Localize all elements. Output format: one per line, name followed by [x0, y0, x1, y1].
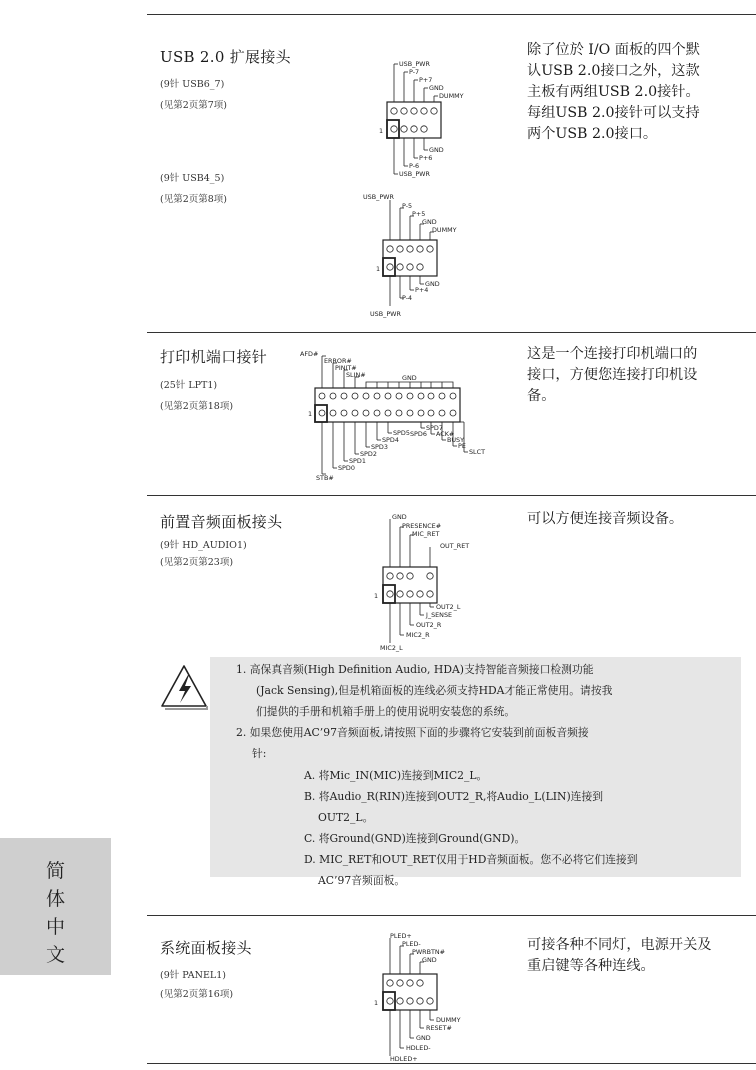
pin-label: OUT_RET: [440, 542, 470, 550]
pin-label: MIC_RET: [412, 530, 440, 538]
pin-label: GND: [425, 280, 440, 288]
pin1-marker: 1: [308, 410, 313, 418]
note-line: B. 将Audio_R(RIN)连接到OUT2_R,将Audio_L(LIN)连接到: [304, 790, 604, 803]
audio-page-ref: (见第2页第23项): [160, 557, 234, 568]
pin-label: AFD#: [300, 350, 319, 358]
audio-note-box: [210, 657, 741, 887]
pin-label: PLED-: [402, 940, 421, 948]
pin-label: OUT2_L: [436, 603, 461, 611]
pin-label: P+5: [412, 210, 426, 218]
section-divider: [147, 915, 756, 916]
pin-label: SPD0: [338, 464, 355, 472]
desc-line: 每组USB 2.0接针可以支持: [527, 105, 700, 121]
audio-header-title: 前置音频面板接头: [160, 513, 283, 531]
pin-label: GND: [416, 1034, 431, 1042]
desc-line: 主板有两组USB 2.0接针。: [527, 84, 700, 100]
pin-label: HDLED-: [406, 1044, 431, 1052]
audio-header-diagram: [366, 511, 516, 653]
desc-line: 两个USB 2.0接口。: [527, 126, 658, 142]
pin1-marker: 1: [379, 127, 384, 135]
desc-line: 这是一个连接打印机端口的: [527, 346, 698, 362]
usb-header-title: USB 2.0 扩展接头: [160, 48, 291, 66]
pin-label: GND: [392, 513, 407, 521]
printer-description: [527, 344, 749, 407]
usb67-header-diagram: [370, 52, 520, 182]
panel-pin-count: (9针 PANEL1): [160, 970, 226, 981]
note-line: 1. 高保真音频(High Definition Audio, HDA)支持智能音频接口检测功能: [236, 663, 594, 676]
pin-label: GND: [422, 218, 437, 226]
pin-label: P+7: [419, 76, 433, 84]
pin-label: P+6: [419, 154, 433, 162]
panel-description: [527, 935, 749, 977]
pin-label: SLCT: [469, 448, 485, 456]
usb67-page-ref: (见第2页第7项): [160, 100, 228, 111]
pin1-marker: 1: [374, 999, 379, 1007]
note-line: 针:: [252, 747, 267, 760]
pin-label: OUT2_R: [416, 621, 442, 629]
section-divider: [147, 332, 756, 333]
audio-description: [527, 509, 749, 530]
pin-label: DUMMY: [436, 1016, 461, 1024]
note-line: 们提供的手册和机箱手册上的使用说明安装您的系统。: [256, 705, 516, 718]
desc-line: 重启键等各种连线。: [527, 958, 655, 974]
pin1-marker: 1: [374, 592, 379, 600]
desc-line: 可以方便连接音频设备。: [527, 511, 684, 527]
pin-label: J_SENSE: [426, 611, 453, 619]
pin-label: DUMMY: [432, 226, 457, 234]
note-line: D. MIC_RET和OUT_RET仅用于HD音频面板。您不必将它们连接到: [304, 853, 638, 866]
pin-label: PE: [458, 442, 466, 450]
pin-label: P-5: [402, 202, 413, 210]
pin-label: BUSY: [447, 436, 465, 444]
note-line: AC’97音频面板。: [318, 874, 406, 887]
usb45-pin-count: (9针 USB4_5): [160, 173, 225, 184]
pin-label: USB_PWR: [370, 310, 401, 318]
printer-header-title: 打印机端口接针: [160, 348, 268, 366]
pin-label: GND: [429, 84, 444, 92]
pin-label: USB_PWR: [399, 170, 430, 178]
pin-label: GND: [429, 146, 444, 154]
usb-description: [527, 40, 749, 145]
desc-line: 认USB 2.0接口之外，这款: [527, 63, 700, 79]
desc-line: 接口，方便您连接打印机设: [527, 367, 698, 383]
pin-label: P-7: [409, 68, 420, 76]
pin-label: MIC2_L: [380, 644, 403, 652]
tab-char: 文: [45, 944, 65, 966]
printer-header-diagram: [300, 346, 510, 486]
tab-char: 中: [45, 916, 65, 938]
note-line: (Jack Sensing),但是机箱面板的连线必须支持HDA才能正常使用。请按我: [256, 684, 613, 697]
pin-label: GND: [402, 374, 417, 382]
pin-label: ERROR#: [324, 357, 352, 365]
pin-label: P+4: [415, 286, 429, 294]
pin-label: SPD3: [371, 443, 388, 451]
pin-label: P-6: [409, 162, 420, 170]
tab-char: 简: [45, 860, 65, 882]
pin-label: SPD5: [393, 429, 410, 437]
note-line: 2. 如果您使用AC’97音频面板,请按照下面的步骤将它安装到前面板音频接: [236, 726, 589, 739]
note-line: C. 将Ground(GND)连接到Ground(GND)。: [304, 832, 526, 845]
pin-label: P-4: [402, 294, 413, 302]
pin-label: SLIN#: [346, 371, 366, 379]
printer-pin-count: (25针 LPT1): [160, 380, 218, 391]
pin-label: RESET#: [426, 1024, 452, 1032]
pin-label: HDLED+: [390, 1055, 418, 1062]
pin-label: USB_PWR: [399, 60, 430, 68]
panel-header-diagram: [366, 932, 516, 1062]
top-rule: [147, 14, 756, 15]
pin-label: SPD6: [410, 430, 427, 438]
usb45-page-ref: (见第2页第8项): [160, 194, 228, 205]
audio-pin-count: (9针 HD_AUDIO1): [160, 540, 247, 551]
usb45-header-diagram: [362, 190, 512, 322]
pin1-marker: 1: [376, 265, 381, 273]
pin-label: STB#: [316, 474, 334, 482]
tab-char: 体: [45, 888, 65, 910]
warning-icon: [158, 662, 210, 712]
pin-label: SPD2: [360, 450, 377, 458]
usb67-pin-count: (9针 USB6_7): [160, 79, 225, 90]
pin-label: SPD1: [349, 457, 366, 465]
pin-label: PRESENCE#: [402, 522, 442, 530]
pin-label: ACK#: [436, 430, 455, 438]
note-line: A. 将Mic_IN(MIC)连接到MIC2_L。: [304, 769, 488, 782]
panel-header-title: 系统面板接头: [160, 939, 252, 957]
language-tab: [0, 838, 111, 975]
desc-line: 可接各种不同灯，电源开关及: [527, 937, 712, 953]
panel-page-ref: (见第2页第16项): [160, 989, 234, 1000]
pin-label: MIC2_R: [406, 631, 430, 639]
section-divider: [147, 495, 756, 496]
pin-label: USB_PWR: [363, 193, 394, 201]
pin-label: PWRBTN#: [412, 948, 446, 956]
printer-page-ref: (见第2页第18项): [160, 401, 234, 412]
desc-line: 除了位於 I/O 面板的四个默: [527, 42, 700, 58]
note-line: OUT2_L。: [318, 811, 374, 824]
pin-label: SPD7: [426, 424, 443, 432]
bottom-rule: [147, 1063, 756, 1064]
desc-line: 备。: [527, 388, 556, 404]
pin-label: PLED+: [390, 932, 412, 940]
pin-label: SPD4: [382, 436, 399, 444]
pin-label: DUMMY: [439, 92, 464, 100]
pin-label: PINIT#: [335, 364, 357, 372]
pin-label: GND: [422, 956, 437, 964]
